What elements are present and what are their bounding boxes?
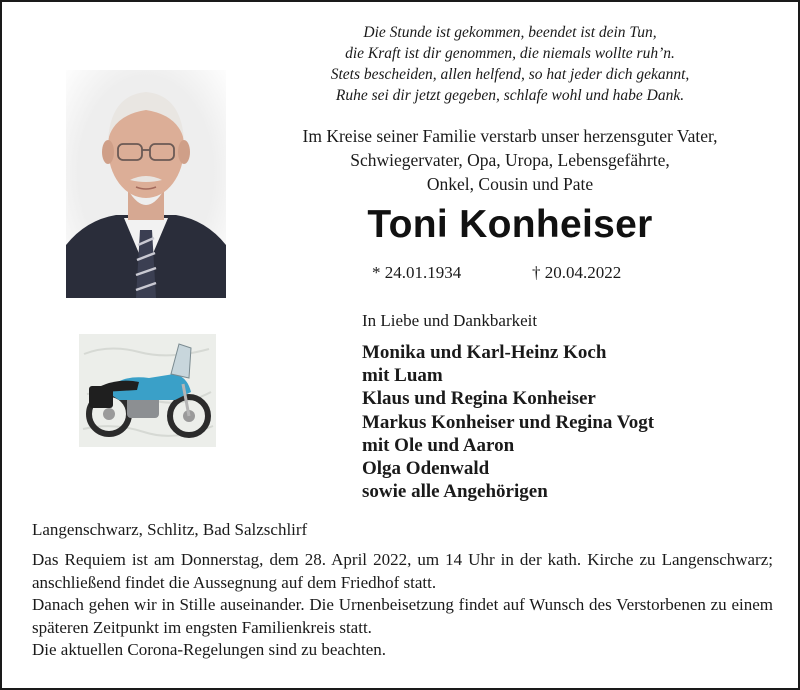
mourners-intro: In Liebe und Dankbarkeit	[362, 311, 538, 330]
mourner-name: mit Ole und Aaron	[362, 434, 515, 456]
portrait-photo	[66, 70, 226, 298]
mourner-name: sowie alle Angehörigen	[362, 481, 548, 503]
funeral-notice	[32, 549, 773, 662]
death-announcement	[250, 124, 770, 196]
birth-date: * 24.01.1934	[372, 263, 462, 282]
poem	[250, 22, 770, 106]
mourner-name: Monika und Karl-Heinz Koch	[362, 342, 607, 363]
poem-line: Die Stunde ist gekommen, beendet ist dein Tun,	[363, 24, 657, 41]
poem-line: die Kraft ist dir genommen, die niemals wollte ruh’n.	[345, 45, 675, 62]
places: Langenschwarz, Schlitz, Bad Salzschlirf	[32, 520, 308, 539]
notice-paragraph: Danach gehen wir in Stille auseinander. Die Urnenbeisetzung findet auf Wunsch des Verstorbenen zu einem späteren Zeitpunkt im engsten Familienkreis statt.	[32, 595, 773, 637]
notice-paragraph: Die aktuellen Corona-Regelungen sind zu beachten.	[32, 640, 387, 660]
mourner-name: Klaus und Regina Konheiser	[362, 388, 596, 410]
announcement-line: Schwiegervater, Opa, Uropa, Lebensgefährte,	[350, 150, 670, 170]
poem-line: Ruhe sei dir jetzt gegeben, schlafe wohl und habe Dank.	[335, 87, 685, 104]
announcement-line: Im Kreise seiner Familie verstarb unser herzensguter Vater,	[302, 126, 718, 146]
notice-paragraph: Das Requiem ist am Donnerstag, dem 28. April 2022, um 14 Uhr in der kath. Kirche zu Langenschwarz; anschließend findet die Aussegnung auf dem Friedhof statt.	[32, 550, 773, 592]
motorcycle-photo	[79, 334, 216, 447]
mourner-name: Markus Konheiser und Regina Vogt	[362, 411, 655, 433]
announcement-line: Onkel, Cousin und Pate	[426, 174, 594, 194]
mourners-list	[362, 341, 654, 503]
poem-line: Stets bescheiden, allen helfend, so hat jeder dich gekannt,	[330, 66, 690, 83]
mourner-name: mit Luam	[362, 365, 443, 387]
death-date: † 20.04.2022	[532, 263, 622, 282]
mourner-name: Olga Odenwald	[362, 458, 490, 480]
deceased-name: Toni Konheiser	[367, 203, 653, 246]
